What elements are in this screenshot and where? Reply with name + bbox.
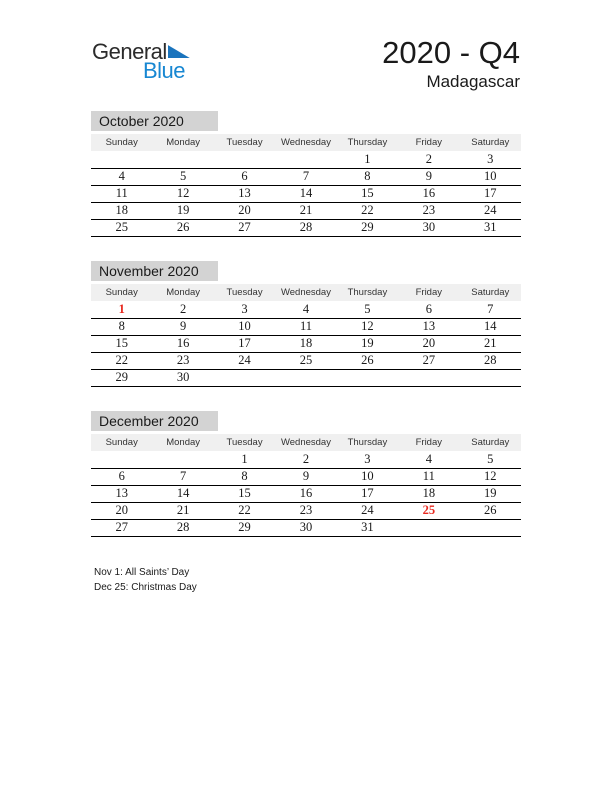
weekday-header: Tuesday (214, 284, 275, 301)
holiday-notes (94, 565, 197, 595)
day-cell: 8 (214, 468, 275, 485)
day-cell: 5 (460, 451, 521, 468)
day-cell: 12 (460, 468, 521, 485)
day-cell: 9 (152, 318, 213, 335)
month-section-november (91, 261, 521, 387)
day-cell: 10 (214, 318, 275, 335)
day-cell-empty (275, 369, 336, 386)
day-cell: 24 (214, 352, 275, 369)
weekday-header: Wednesday (275, 284, 336, 301)
day-cell: 7 (275, 168, 336, 185)
day-cell: 23 (152, 352, 213, 369)
header-title-block (382, 36, 520, 91)
day-cell: 10 (337, 468, 398, 485)
day-cell: 28 (152, 519, 213, 536)
day-cell: 26 (460, 502, 521, 519)
weekday-header: Sunday (91, 134, 152, 151)
logo-triangle-icon (168, 45, 190, 58)
day-cell: 15 (337, 185, 398, 202)
weekday-header: Saturday (460, 134, 521, 151)
week-row (91, 502, 521, 519)
weekday-header: Thursday (337, 434, 398, 451)
day-cell: 3 (460, 151, 521, 168)
day-cell-empty (460, 369, 521, 386)
day-cell: 1 (214, 451, 275, 468)
month-calendar-table (91, 434, 521, 537)
day-cell-empty (152, 151, 213, 168)
day-cell: 17 (337, 485, 398, 502)
day-cell: 6 (398, 301, 459, 318)
day-cell-empty (91, 151, 152, 168)
day-cell: 30 (152, 369, 213, 386)
weekday-header: Wednesday (275, 134, 336, 151)
weekday-header: Sunday (91, 434, 152, 451)
day-cell: 9 (398, 168, 459, 185)
logo-text-blue: Blue (143, 58, 186, 83)
day-cell: 2 (275, 451, 336, 468)
day-cell: 20 (398, 335, 459, 352)
weekday-header: Friday (398, 134, 459, 151)
day-cell-empty (214, 369, 275, 386)
day-cell: 8 (337, 168, 398, 185)
day-cell: 21 (275, 202, 336, 219)
day-cell: 1 (91, 301, 152, 318)
day-cell: 29 (337, 219, 398, 236)
day-cell: 29 (214, 519, 275, 536)
day-cell: 26 (152, 219, 213, 236)
weekday-header-row (91, 134, 521, 151)
day-cell: 13 (91, 485, 152, 502)
day-cell: 1 (337, 151, 398, 168)
weekday-header: Monday (152, 434, 213, 451)
day-cell: 19 (152, 202, 213, 219)
day-cell: 18 (398, 485, 459, 502)
week-row (91, 168, 521, 185)
day-cell: 27 (398, 352, 459, 369)
day-cell: 19 (337, 335, 398, 352)
weekday-header: Friday (398, 434, 459, 451)
day-cell: 15 (91, 335, 152, 352)
week-row (91, 335, 521, 352)
day-cell: 5 (152, 168, 213, 185)
day-cell: 25 (398, 502, 459, 519)
day-cell: 21 (152, 502, 213, 519)
weekday-header-row (91, 284, 521, 301)
weekday-header: Sunday (91, 284, 152, 301)
day-cell: 11 (91, 185, 152, 202)
day-cell: 16 (398, 185, 459, 202)
week-row (91, 369, 521, 386)
day-cell: 22 (214, 502, 275, 519)
day-cell: 18 (275, 335, 336, 352)
logo-text-general: General (92, 39, 167, 64)
day-cell: 2 (398, 151, 459, 168)
weekday-header: Wednesday (275, 434, 336, 451)
week-row (91, 219, 521, 236)
month-section-december (91, 411, 521, 537)
day-cell: 4 (91, 168, 152, 185)
day-cell: 6 (91, 468, 152, 485)
day-cell: 4 (398, 451, 459, 468)
weekday-header: Thursday (337, 284, 398, 301)
day-cell: 25 (275, 352, 336, 369)
day-cell: 7 (460, 301, 521, 318)
day-cell-empty (398, 369, 459, 386)
day-cell: 7 (152, 468, 213, 485)
day-cell: 31 (337, 519, 398, 536)
day-cell: 4 (275, 301, 336, 318)
weekday-header: Monday (152, 284, 213, 301)
day-cell: 12 (152, 185, 213, 202)
day-cell: 5 (337, 301, 398, 318)
month-title: October 2020 (91, 111, 218, 131)
week-row (91, 468, 521, 485)
weekday-header: Saturday (460, 284, 521, 301)
week-row (91, 301, 521, 318)
holiday-note: Dec 25: Christmas Day (94, 582, 197, 593)
day-cell: 8 (91, 318, 152, 335)
month-title: December 2020 (91, 411, 218, 431)
day-cell: 14 (275, 185, 336, 202)
day-cell: 12 (337, 318, 398, 335)
day-cell: 3 (337, 451, 398, 468)
day-cell-empty (91, 451, 152, 468)
day-cell-empty (337, 369, 398, 386)
week-row (91, 485, 521, 502)
day-cell: 31 (460, 219, 521, 236)
day-cell: 6 (214, 168, 275, 185)
day-cell-empty (152, 451, 213, 468)
day-cell: 15 (214, 485, 275, 502)
day-cell: 26 (337, 352, 398, 369)
day-cell: 30 (275, 519, 336, 536)
day-cell: 28 (275, 219, 336, 236)
month-section-october (91, 111, 521, 237)
day-cell: 3 (214, 301, 275, 318)
page-subtitle: Madagascar (426, 72, 520, 91)
month-title: November 2020 (91, 261, 218, 281)
month-calendar-table (91, 284, 521, 387)
day-cell-empty (460, 519, 521, 536)
weekday-header: Friday (398, 284, 459, 301)
day-cell: 27 (214, 219, 275, 236)
day-cell: 17 (460, 185, 521, 202)
weekday-header: Monday (152, 134, 213, 151)
general-blue-logo (92, 41, 190, 81)
day-cell: 22 (337, 202, 398, 219)
day-cell: 9 (275, 468, 336, 485)
day-cell-empty (214, 151, 275, 168)
day-cell: 2 (152, 301, 213, 318)
day-cell: 25 (91, 219, 152, 236)
page-title: 2020 - Q4 (382, 35, 520, 70)
day-cell-empty (275, 151, 336, 168)
week-row (91, 451, 521, 468)
day-cell: 14 (152, 485, 213, 502)
day-cell-empty (398, 519, 459, 536)
day-cell: 27 (91, 519, 152, 536)
month-calendar-table (91, 134, 521, 237)
day-cell: 23 (275, 502, 336, 519)
day-cell: 10 (460, 168, 521, 185)
day-cell: 20 (91, 502, 152, 519)
day-cell: 11 (275, 318, 336, 335)
day-cell: 20 (214, 202, 275, 219)
day-cell: 24 (337, 502, 398, 519)
day-cell: 13 (398, 318, 459, 335)
day-cell: 18 (91, 202, 152, 219)
week-row (91, 318, 521, 335)
day-cell: 29 (91, 369, 152, 386)
week-row (91, 519, 521, 536)
day-cell: 21 (460, 335, 521, 352)
week-row (91, 151, 521, 168)
weekday-header: Thursday (337, 134, 398, 151)
week-row (91, 352, 521, 369)
day-cell: 14 (460, 318, 521, 335)
weekday-header: Tuesday (214, 434, 275, 451)
weekday-header: Tuesday (214, 134, 275, 151)
day-cell: 23 (398, 202, 459, 219)
day-cell: 17 (214, 335, 275, 352)
holiday-note: Nov 1: All Saints’ Day (94, 567, 190, 578)
weekday-header: Saturday (460, 434, 521, 451)
day-cell: 28 (460, 352, 521, 369)
day-cell: 19 (460, 485, 521, 502)
day-cell: 16 (275, 485, 336, 502)
day-cell: 11 (398, 468, 459, 485)
day-cell: 13 (214, 185, 275, 202)
week-row (91, 202, 521, 219)
week-row (91, 185, 521, 202)
weekday-header-row (91, 434, 521, 451)
day-cell: 30 (398, 219, 459, 236)
day-cell: 24 (460, 202, 521, 219)
day-cell: 16 (152, 335, 213, 352)
day-cell: 22 (91, 352, 152, 369)
